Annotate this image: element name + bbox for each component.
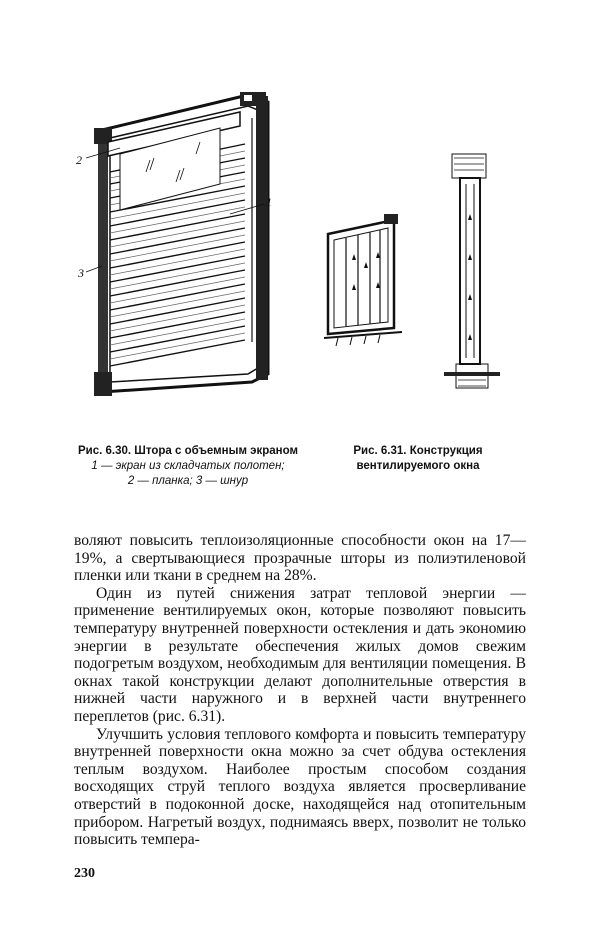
figure-6-30-pleated-blind xyxy=(76,82,290,412)
label-1: 1 xyxy=(266,195,272,209)
figure-6-31-ventilated-window xyxy=(318,150,518,390)
paragraph-1: воляют повысить теплоизоляционные способности окон на 17—19%, а свертывающиеся прозрачные шторы из полиэтиленовой пленки или ткани в среднем на 28%. xyxy=(74,532,526,585)
paragraph-2: Один из путей снижения затрат тепловой энергии — применение вентилируемых окон, которые позволяют повысить температуру внутренней поверхности остекления и дать экономию энергии в результате обеспечения жилых домов свежим подогретым воздухом, необходимым для вентиляции помещения. В окнах такой конструкции делают дополнительные отверстия в нижней части наружного и в верхней части внутреннего переплетов (рис. 6.31). xyxy=(74,584,526,725)
paragraph-3: Улучшить условия теплового комфорта и повысить температуру внутренней поверхности окна можно за счет обдува остекления теплым воздухом. Наиболее простым способом создания восходящих струй теплого воздуха является просверливание отверстий в подоконной доске, находящейся над отопительным прибором. Нагретый воздух, поднимаясь вверх, позволит не только повысить темпера- xyxy=(74,725,526,849)
figure-6-30-caption xyxy=(74,444,302,489)
body-text xyxy=(74,532,526,849)
figure-6-31-caption-title: Рис. 6.31. Конструкция вентилируемого окна xyxy=(353,445,483,472)
figure-6-30-caption-title: Рис. 6.30. Штора с объемным экраном xyxy=(78,445,298,457)
label-2: 2 xyxy=(76,153,82,167)
label-3: 3 xyxy=(78,266,84,280)
figure-6-31-caption xyxy=(318,444,518,474)
figure-6-30-caption-line1: 1 — экран из складчатых полотен; xyxy=(91,460,285,472)
page-number: 230 xyxy=(74,866,95,881)
figure-6-30-caption-line2: 2 — планка; 3 — шнур xyxy=(127,475,249,487)
